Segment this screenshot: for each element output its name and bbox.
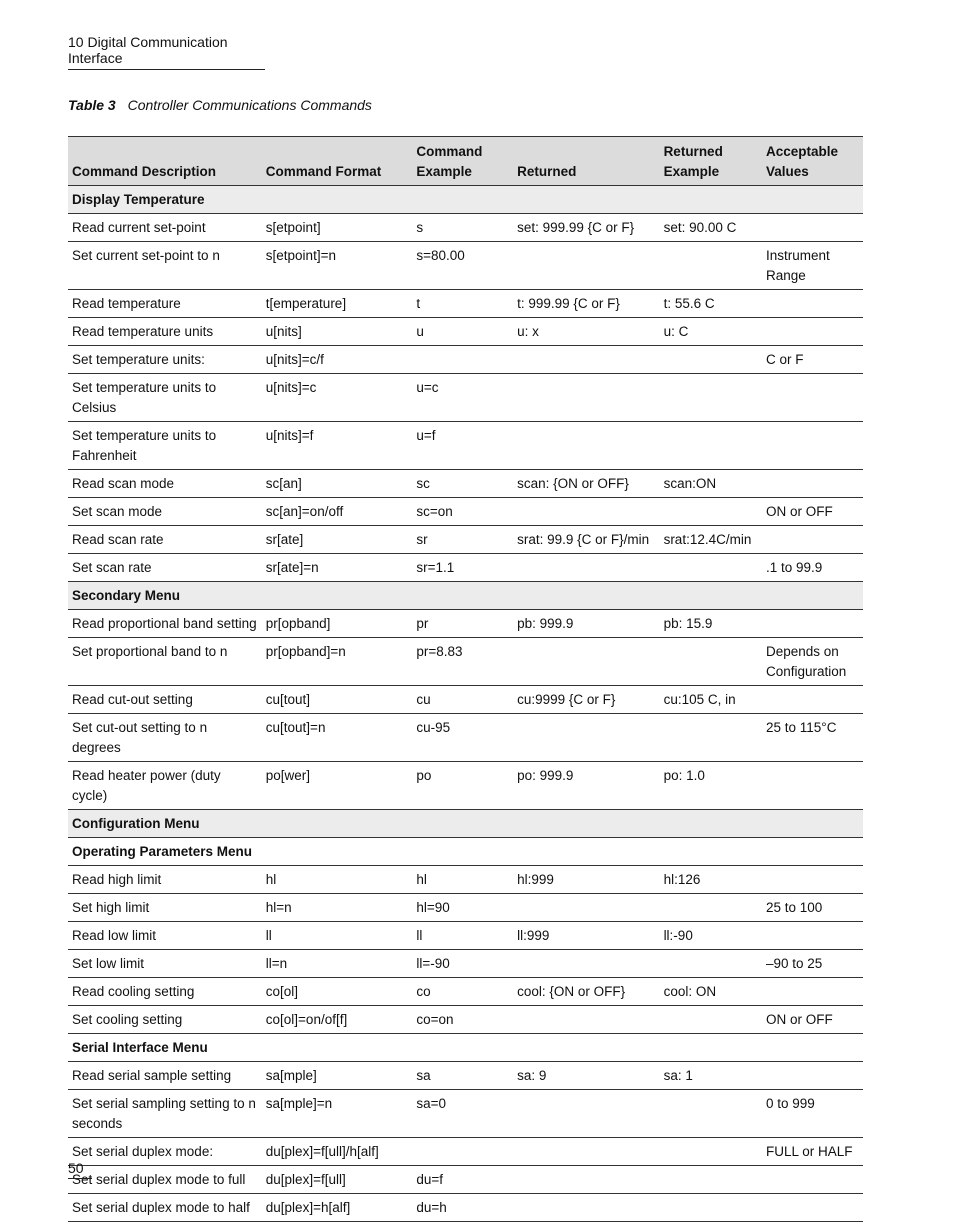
- table-cell: [762, 526, 863, 554]
- table-cell: Set serial duplex mode to half: [68, 1194, 262, 1222]
- table-cell: [513, 714, 659, 762]
- table-row: [68, 290, 863, 318]
- table-cell: Set serial duplex mode to full: [68, 1166, 262, 1194]
- table-cell: [660, 498, 762, 526]
- subsection-title: Serial Interface Menu: [68, 1034, 863, 1062]
- table-row: [68, 894, 863, 922]
- table-cell: sa: [412, 1062, 513, 1090]
- table-cell: cu: [412, 686, 513, 714]
- table-cell: u[nits]=c: [262, 374, 413, 422]
- table-cell: Set current set-point to n: [68, 242, 262, 290]
- table-caption: [68, 97, 372, 113]
- table-row: [68, 1006, 863, 1034]
- table-cell: cool: ON: [660, 978, 762, 1006]
- table-cell: sc: [412, 470, 513, 498]
- table-cell: du[plex]=f[ull]: [262, 1166, 413, 1194]
- table-cell: [660, 1006, 762, 1034]
- table-cell: du=f: [412, 1166, 513, 1194]
- table-cell: [762, 470, 863, 498]
- table-row: [68, 374, 863, 422]
- table-cell: [513, 1194, 659, 1222]
- table-cell: .1 to 99.9: [762, 554, 863, 582]
- table-cell: t[emperature]: [262, 290, 413, 318]
- table-cell: [660, 714, 762, 762]
- table-cell: t: [412, 290, 513, 318]
- table-row: [68, 1194, 863, 1222]
- table-cell: sr: [412, 526, 513, 554]
- column-header: Command Example: [412, 137, 513, 186]
- table-row: [68, 1166, 863, 1194]
- table-cell: Depends on Configuration: [762, 638, 863, 686]
- table-row: [68, 638, 863, 686]
- table-cell: ON or OFF: [762, 498, 863, 526]
- table-row: [68, 1090, 863, 1138]
- table-row: [68, 242, 863, 290]
- column-header: Returned: [513, 137, 659, 186]
- table-row: [68, 1062, 863, 1090]
- table-cell: sr=1.1: [412, 554, 513, 582]
- table-body: [68, 186, 863, 1222]
- section-row: [68, 810, 863, 838]
- table-cell: [660, 242, 762, 290]
- table-cell: Set low limit: [68, 950, 262, 978]
- table-cell: cu[tout]: [262, 686, 413, 714]
- table-cell: Set cooling setting: [68, 1006, 262, 1034]
- table-cell: u[nits]=f: [262, 422, 413, 470]
- table-title: Controller Communications Commands: [127, 97, 372, 113]
- table-cell: [513, 638, 659, 686]
- table-cell: Read scan rate: [68, 526, 262, 554]
- table-cell: Set serial sampling setting to n seconds: [68, 1090, 262, 1138]
- table-row: [68, 526, 863, 554]
- table-cell: pr[opband]: [262, 610, 413, 638]
- table-cell: Set serial duplex mode:: [68, 1138, 262, 1166]
- table-cell: [513, 950, 659, 978]
- table-cell: [513, 554, 659, 582]
- table-cell: [513, 1006, 659, 1034]
- table-cell: Set cut-out setting to n degrees: [68, 714, 262, 762]
- table-cell: t: 999.99 {C or F}: [513, 290, 659, 318]
- table-row: [68, 686, 863, 714]
- column-header: Acceptable Values: [762, 137, 863, 186]
- table-cell: hl:999: [513, 866, 659, 894]
- table-cell: [660, 1166, 762, 1194]
- table-cell: sa: 9: [513, 1062, 659, 1090]
- running-header: 10 Digital Communication Interface: [68, 34, 265, 70]
- table-row: [68, 554, 863, 582]
- table-cell: Read heater power (duty cycle): [68, 762, 262, 810]
- table-cell: Set scan rate: [68, 554, 262, 582]
- table-cell: Read temperature units: [68, 318, 262, 346]
- table-cell: [762, 374, 863, 422]
- table-row: [68, 610, 863, 638]
- table-cell: [513, 1090, 659, 1138]
- table-row: [68, 866, 863, 894]
- table-cell: s[etpoint]=n: [262, 242, 413, 290]
- table-row: [68, 346, 863, 374]
- table-header-row: [68, 137, 863, 186]
- section-row: [68, 186, 863, 214]
- table-cell: [660, 894, 762, 922]
- commands-table: [68, 136, 863, 1222]
- column-header: Command Format: [262, 137, 413, 186]
- table-cell: s=80.00: [412, 242, 513, 290]
- table-cell: [513, 1166, 659, 1194]
- table-cell: [513, 894, 659, 922]
- table-cell: Read current set-point: [68, 214, 262, 242]
- table-cell: [513, 346, 659, 374]
- table-cell: pr[opband]=n: [262, 638, 413, 686]
- table-cell: 25 to 100: [762, 894, 863, 922]
- table-cell: hl=n: [262, 894, 413, 922]
- section-row: [68, 582, 863, 610]
- table-cell: sc=on: [412, 498, 513, 526]
- table-cell: du[plex]=h[alf]: [262, 1194, 413, 1222]
- table-cell: [513, 422, 659, 470]
- table-row: [68, 978, 863, 1006]
- table-row: [68, 498, 863, 526]
- table-label: Table 3: [68, 97, 116, 113]
- section-title: Configuration Menu: [68, 810, 863, 838]
- table-cell: [660, 1090, 762, 1138]
- table-cell: Read proportional band setting: [68, 610, 262, 638]
- table-cell: hl=90: [412, 894, 513, 922]
- table-cell: sa[mple]=n: [262, 1090, 413, 1138]
- table-row: [68, 762, 863, 810]
- table-cell: co: [412, 978, 513, 1006]
- table-cell: t: 55.6 C: [660, 290, 762, 318]
- table-cell: co[ol]: [262, 978, 413, 1006]
- table-cell: hl: [412, 866, 513, 894]
- table-cell: co=on: [412, 1006, 513, 1034]
- table-cell: C or F: [762, 346, 863, 374]
- table-cell: ll: [262, 922, 413, 950]
- table-cell: [762, 866, 863, 894]
- table-cell: sa[mple]: [262, 1062, 413, 1090]
- table-cell: pr: [412, 610, 513, 638]
- table-cell: hl:126: [660, 866, 762, 894]
- table-row: [68, 470, 863, 498]
- table-cell: ll=n: [262, 950, 413, 978]
- table-cell: u[nits]: [262, 318, 413, 346]
- table-cell: srat: 99.9 {C or F}/min: [513, 526, 659, 554]
- table-cell: ll:-90: [660, 922, 762, 950]
- table-cell: pb: 15.9: [660, 610, 762, 638]
- table-row: [68, 950, 863, 978]
- table-cell: [412, 1138, 513, 1166]
- table-cell: Set temperature units to Celsius: [68, 374, 262, 422]
- table-cell: [762, 290, 863, 318]
- table-cell: [513, 374, 659, 422]
- table-cell: [513, 1138, 659, 1166]
- table-cell: cu[tout]=n: [262, 714, 413, 762]
- table-cell: cool: {ON or OFF}: [513, 978, 659, 1006]
- table-cell: [762, 214, 863, 242]
- table-cell: sr[ate]: [262, 526, 413, 554]
- table-cell: pr=8.83: [412, 638, 513, 686]
- table-row: [68, 922, 863, 950]
- section-title: Display Temperature: [68, 186, 863, 214]
- table-row: [68, 1138, 863, 1166]
- page-number: 50: [68, 1160, 92, 1179]
- table-cell: u[nits]=c/f: [262, 346, 413, 374]
- table-cell: [660, 1138, 762, 1166]
- table-cell: pb: 999.9: [513, 610, 659, 638]
- table-cell: [660, 374, 762, 422]
- table-cell: [513, 242, 659, 290]
- section-title: Secondary Menu: [68, 582, 863, 610]
- table-cell: [660, 638, 762, 686]
- column-header: Command Description: [68, 137, 262, 186]
- table-cell: [762, 978, 863, 1006]
- column-header: Returned Example: [660, 137, 762, 186]
- table-cell: ll=-90: [412, 950, 513, 978]
- table-cell: [660, 422, 762, 470]
- table-cell: po: 1.0: [660, 762, 762, 810]
- table-cell: cu:105 C, in: [660, 686, 762, 714]
- table-cell: Read high limit: [68, 866, 262, 894]
- subsection-row: [68, 1034, 863, 1062]
- table-cell: [762, 318, 863, 346]
- table-cell: cu:9999 {C or F}: [513, 686, 659, 714]
- table-cell: u=f: [412, 422, 513, 470]
- table-cell: [412, 346, 513, 374]
- table-cell: –90 to 25: [762, 950, 863, 978]
- table-cell: sa: 1: [660, 1062, 762, 1090]
- table-cell: [660, 950, 762, 978]
- table-cell: [762, 762, 863, 810]
- table-cell: [660, 554, 762, 582]
- table-cell: [513, 498, 659, 526]
- table-cell: po[wer]: [262, 762, 413, 810]
- table-row: [68, 422, 863, 470]
- table-cell: Read serial sample setting: [68, 1062, 262, 1090]
- table-row: [68, 318, 863, 346]
- table-cell: [762, 1166, 863, 1194]
- table-cell: sr[ate]=n: [262, 554, 413, 582]
- table-cell: ON or OFF: [762, 1006, 863, 1034]
- table-cell: hl: [262, 866, 413, 894]
- table-cell: Set temperature units to Fahrenheit: [68, 422, 262, 470]
- table-cell: scan: {ON or OFF}: [513, 470, 659, 498]
- table-cell: [762, 610, 863, 638]
- table-cell: du[plex]=f[ull]/h[alf]: [262, 1138, 413, 1166]
- table-cell: Read cooling setting: [68, 978, 262, 1006]
- table-cell: ll: [412, 922, 513, 950]
- subsection-title: Operating Parameters Menu: [68, 838, 863, 866]
- table-cell: s[etpoint]: [262, 214, 413, 242]
- table-cell: Set temperature units:: [68, 346, 262, 374]
- table-cell: Read cut-out setting: [68, 686, 262, 714]
- table-cell: scan:ON: [660, 470, 762, 498]
- table-cell: ll:999: [513, 922, 659, 950]
- table-cell: FULL or HALF: [762, 1138, 863, 1166]
- table-cell: [762, 1194, 863, 1222]
- table-cell: u: [412, 318, 513, 346]
- table-cell: [762, 922, 863, 950]
- table-cell: srat:12.4C/min: [660, 526, 762, 554]
- table-cell: u: x: [513, 318, 659, 346]
- table-cell: set: 999.99 {C or F}: [513, 214, 659, 242]
- table-cell: Instrument Range: [762, 242, 863, 290]
- table-cell: Read low limit: [68, 922, 262, 950]
- table-cell: u=c: [412, 374, 513, 422]
- table-cell: Set high limit: [68, 894, 262, 922]
- table-cell: Set proportional band to n: [68, 638, 262, 686]
- table-cell: [660, 1194, 762, 1222]
- table-cell: [762, 686, 863, 714]
- subsection-row: [68, 838, 863, 866]
- table-cell: sc[an]=on/off: [262, 498, 413, 526]
- table-cell: Set scan mode: [68, 498, 262, 526]
- table-cell: du=h: [412, 1194, 513, 1222]
- table-cell: Read scan mode: [68, 470, 262, 498]
- table-cell: co[ol]=on/of[f]: [262, 1006, 413, 1034]
- table-cell: sc[an]: [262, 470, 413, 498]
- table-cell: [660, 346, 762, 374]
- table-cell: Read temperature: [68, 290, 262, 318]
- table-cell: [762, 1062, 863, 1090]
- table-cell: po: [412, 762, 513, 810]
- table-cell: cu-95: [412, 714, 513, 762]
- table-cell: 25 to 115°C: [762, 714, 863, 762]
- table-cell: sa=0: [412, 1090, 513, 1138]
- table-cell: 0 to 999: [762, 1090, 863, 1138]
- table-cell: u: C: [660, 318, 762, 346]
- table-row: [68, 714, 863, 762]
- table-cell: set: 90.00 C: [660, 214, 762, 242]
- table-cell: po: 999.9: [513, 762, 659, 810]
- table-row: [68, 214, 863, 242]
- table-cell: [762, 422, 863, 470]
- table-cell: s: [412, 214, 513, 242]
